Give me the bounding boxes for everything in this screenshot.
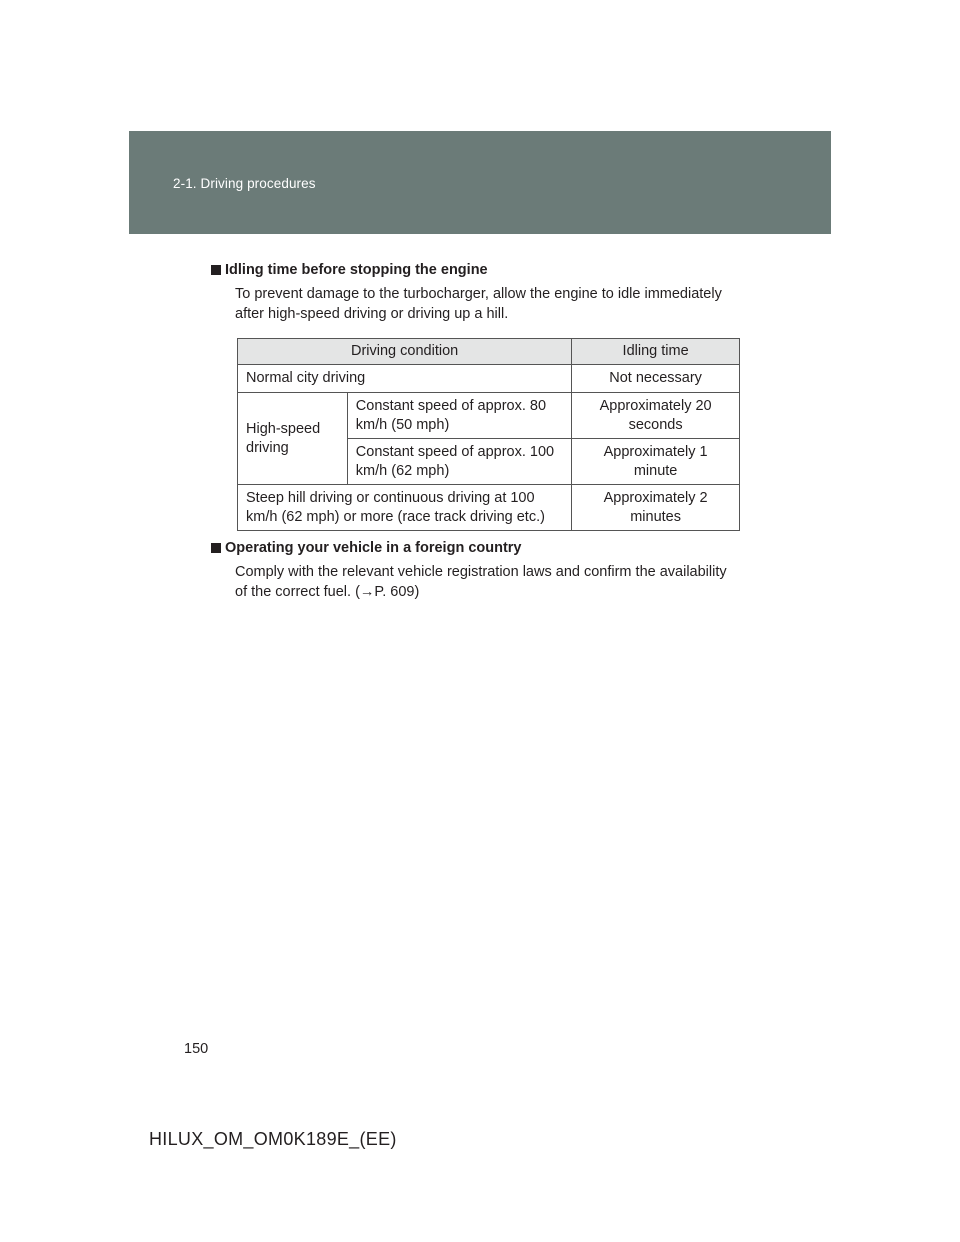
section-foreign-country <box>211 538 751 602</box>
square-bullet-icon <box>211 265 221 275</box>
body-line-1: To prevent damage to the turbocharger, allow the engine to idle immediately <box>235 286 722 302</box>
section-heading <box>211 538 751 558</box>
table-cell-condition: Steep hill driving or continuous driving at 100 km/h (62 mph) or more (race track driving etc.) <box>238 485 572 531</box>
body-line-2: after high-speed driving or driving up a hill. <box>235 306 509 322</box>
table-row <box>238 393 740 439</box>
idling-time-table <box>237 338 740 531</box>
section-idling-time <box>211 260 751 324</box>
body-line-2-prefix: of the correct fuel. ( <box>235 584 360 600</box>
table-cell-idling: Not necessary <box>572 365 740 393</box>
section-heading <box>211 260 751 280</box>
page-number: 150 <box>184 1041 209 1057</box>
body-line-1: Comply with the relevant vehicle registration laws and confirm the availability <box>235 564 727 580</box>
table-cell-idling: Approximately 2 minutes <box>572 485 740 531</box>
table-row <box>238 365 740 393</box>
table-cell-condition: Constant speed of approx. 100 km/h (62 mph) <box>347 439 571 485</box>
section-body <box>235 284 751 324</box>
table-cell-condition: Constant speed of approx. 80 km/h (50 mph) <box>347 393 571 439</box>
table-cell-idling: Approximately 20 seconds <box>572 393 740 439</box>
heading-text: Idling time before stopping the engine <box>225 262 488 278</box>
heading-text: Operating your vehicle in a foreign country <box>225 540 522 556</box>
column-header-condition: Driving condition <box>238 339 572 365</box>
table-cell-condition: Normal city driving <box>238 365 572 393</box>
section-title: 2-1. Driving procedures <box>173 176 316 191</box>
table-header-row <box>238 339 740 365</box>
column-header-idling: Idling time <box>572 339 740 365</box>
square-bullet-icon <box>211 543 221 553</box>
table-cell-idling: Approximately 1 minute <box>572 439 740 485</box>
table-cell-group: High-speed driving <box>238 393 348 485</box>
page-reference-link[interactable]: P. 609) <box>374 584 420 600</box>
right-arrow-icon: → <box>359 584 375 600</box>
table-row <box>238 485 740 531</box>
section-body <box>235 562 751 602</box>
document-code: HILUX_OM_OM0K189E_(EE) <box>149 1129 397 1149</box>
